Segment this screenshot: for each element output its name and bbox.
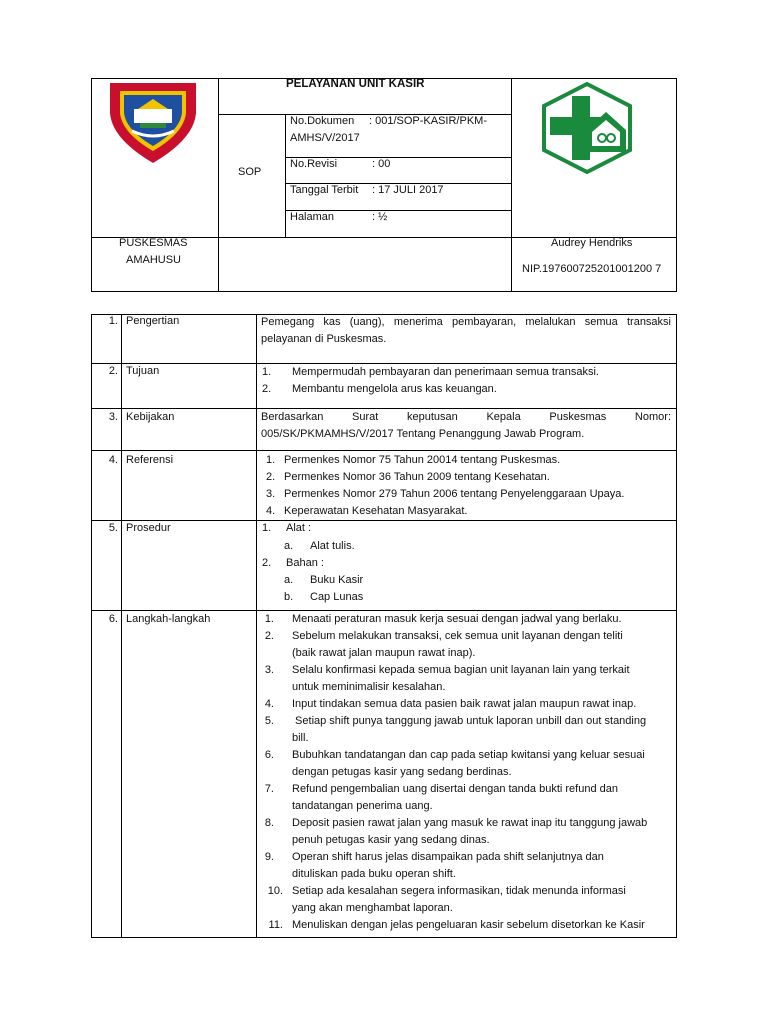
langkah-item-cont: (baik rawat jalan maupun rawat inap). [292,647,476,659]
section-label-langkah: Langkah-langkah [126,613,211,625]
section-number: 3. [108,411,118,423]
no-dokumen-value: : 001/SOP-KASIR/PKM- [369,115,487,127]
langkah-item: Bubuhkan tandatangan dan cap pada setiap kwitansi yang keluar sesuai [292,749,645,761]
prosedur-number: 1. [262,522,272,534]
langkah-number: 2. [264,630,274,642]
org-name-line2: AMAHUSU [126,254,182,266]
halaman-label: Halaman [290,211,335,223]
org-name-line1: PUSKESMAS [119,237,188,249]
puskesmas-cross-logo [540,82,634,174]
langkah-item: Operan shift harus jelas disampaikan pada shift selanjutnya dan [292,851,604,863]
section-number: 2. [108,365,118,377]
puskesmas-emblem-logo [108,79,198,165]
prosedur-bahan-item: Cap Lunas [310,591,364,603]
document-title: PELAYANAN UNIT KASIR [286,78,425,90]
tujuan-item-number: 1. [262,366,272,378]
langkah-item: Setiap ada kesalahan segera informasikan, tidak menunda informasi [292,885,626,897]
langkah-item-cont: bill. [292,732,309,744]
signer-nip: NIP.197600725201001200 7 [522,263,662,275]
section-label-prosedur: Prosedur [126,522,171,534]
prosedur-sub-letter: a. [284,574,294,586]
langkah-number: 10. [267,885,283,897]
tanggal-terbit-label: Tanggal Terbit [290,184,359,196]
prosedur-number: 2. [262,557,272,569]
tujuan-item-number: 2. [262,383,272,395]
langkah-item: Sebelum melakukan transaksi, cek semua unit layanan dengan teliti [292,630,623,642]
langkah-number: 7. [264,783,274,795]
tujuan-item: Mempermudah pembayaran dan penerimaan semua transaksi. [292,366,599,378]
langkah-item: Menuliskan dengan jelas pengeluaran kasir sebelum disetorkan ke Kasir [292,919,645,931]
tujuan-item: Membantu mengelola arus kas keuangan. [292,383,497,395]
langkah-number: 6. [264,749,274,761]
section-label-referensi: Referensi [126,454,174,466]
langkah-number: 3. [264,664,274,676]
signer-name: Audrey Hendriks [551,237,633,249]
section-number: 1. [108,315,118,327]
langkah-number: 8. [264,817,274,829]
no-dokumen-label: No.Dokumen [290,115,355,127]
no-revisi-label: No.Revisi [290,158,338,170]
prosedur-bahan-item: Buku Kasir [310,574,364,586]
prosedur-sub-letter: a. [284,540,294,552]
langkah-number: 4. [264,698,274,710]
langkah-item: Refund pengembalian uang disertai dengan tanda bukti refund dan [292,783,618,795]
halaman-value: : ½ [372,211,388,223]
langkah-number: 5. [264,715,274,727]
referensi-item: Permenkes Nomor 36 Tahun 2009 tentang Kesehatan. [284,471,550,483]
langkah-item-cont: tandatangan penerima uang. [292,800,433,812]
section-label-pengertian: Pengertian [126,315,180,327]
no-dokumen-value-cont: AMHS/V/2017 [290,132,360,144]
tanggal-terbit-value: : 17 JULI 2017 [372,184,444,196]
langkah-item: Deposit pasien rawat jalan yang masuk ke rawat inap itu tanggung jawab [292,817,648,829]
referensi-item-number: 4. [266,505,276,517]
referensi-item-number: 3. [266,488,276,500]
langkah-item-cont: yang akan menghambat laporan. [292,902,453,914]
section-number: 5. [108,522,118,534]
prosedur-alat-heading: Alat : [286,522,312,534]
prosedur-sub-letter: b. [284,591,294,603]
referensi-item: Keperawatan Kesehatan Masyarakat. [284,505,468,517]
langkah-item-cont: untuk meminimalisir kesalahan. [292,681,446,693]
langkah-number: 1. [264,613,274,625]
pengertian-text: Pemegang kas (uang), menerima pembayaran, melalukan semua transaksi pelayanan di Puskesmas. [261,316,671,345]
no-revisi-value: : 00 [372,158,391,170]
prosedur-bahan-heading: Bahan : [286,557,324,569]
section-label-tujuan: Tujuan [126,365,160,377]
referensi-item: Permenkes Nomor 279 Tahun 2006 tentang Penyelenggaraan Upaya. [284,488,625,500]
langkah-item: Input tindakan semua data pasien baik rawat jalan maupun rawat inap. [292,698,637,710]
langkah-item: Menaati peraturan masuk kerja sesuai dengan jadwal yang berlaku. [292,613,622,625]
referensi-item: Permenkes Nomor 75 Tahun 20014 tentang Puskesmas. [284,454,561,466]
langkah-item-cont: dengan petugas kasir yang sedang berdinas. [292,766,512,778]
referensi-item-number: 1. [266,454,276,466]
langkah-item-cont: penuh petugas kasir yang sedang dinas. [292,834,490,846]
sop-label: SOP [238,166,262,178]
langkah-item: Selalu konfirmasi kepada semua bagian unit layanan lain yang terkait [292,664,630,676]
referensi-item-number: 2. [266,471,276,483]
langkah-number: 11. [268,919,283,931]
langkah-item-cont: dituliskan pada buku operan shift. [292,868,456,880]
kebijakan-text: Berdasarkan Surat keputusan Kepala Puskesmas Nomor: 005/SK/PKMAMHS/V/2017 Tentang Penanggung Jawab Program. [261,411,671,440]
prosedur-alat-item: Alat tulis. [310,540,355,552]
section-number: 4. [108,454,118,466]
langkah-number: 9. [264,851,274,863]
section-label-kebijakan: Kebijakan [126,411,175,423]
section-number: 6. [108,613,118,625]
langkah-item: Setiap shift punya tanggung jawab untuk laporan unbill dan out standing [292,715,647,727]
